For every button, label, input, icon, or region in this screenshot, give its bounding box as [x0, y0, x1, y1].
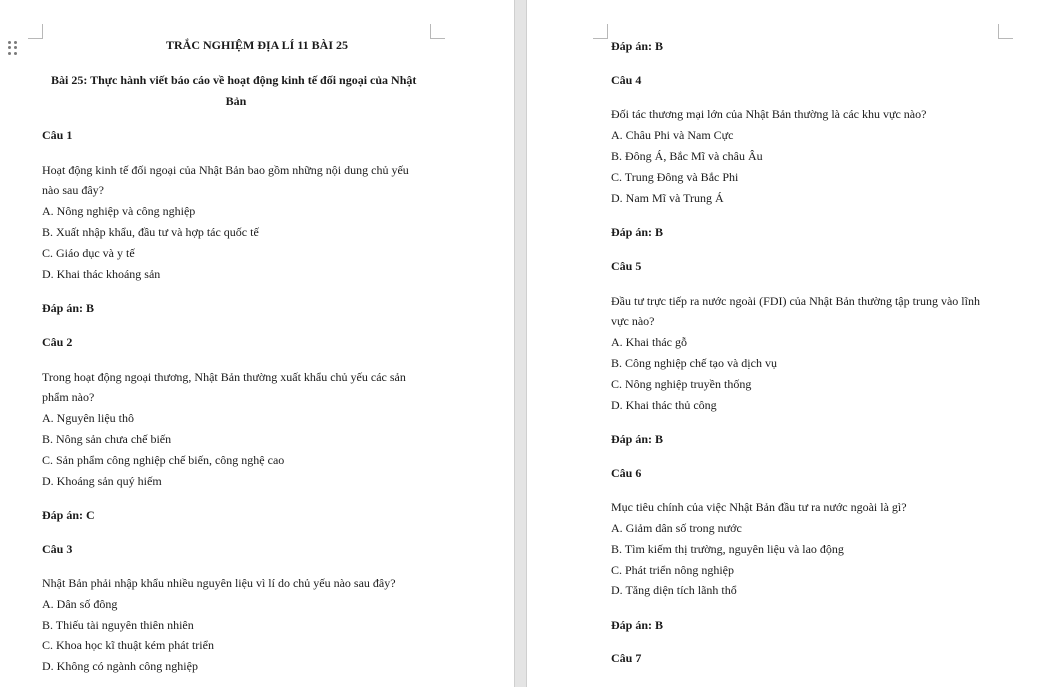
- answer-key: Đáp án: B: [611, 225, 664, 239]
- margin-corner-mark: [28, 24, 43, 39]
- answer-option: A. Dân số đông: [42, 597, 118, 611]
- answer-option: C. Khoa học kĩ thuật kém phát triển: [42, 638, 214, 652]
- answer-option: A. Châu Phi và Nam Cực: [611, 128, 734, 142]
- question-text: Mục tiêu chính của việc Nhật Bản đầu tư ra nước ngoài là gì?: [611, 500, 907, 514]
- question-text: vực nào?: [611, 314, 655, 328]
- question-heading: Câu 7: [611, 651, 642, 665]
- answer-option: C. Sản phẩm công nghiệp chế biến, công nghệ cao: [42, 453, 285, 467]
- answer-option: D. Không có ngành công nghiệp: [42, 659, 198, 673]
- document-page-left[interactable]: [0, 0, 514, 687]
- question-text: Trong hoạt động ngoại thương, Nhật Bản thường xuất khẩu chủ yếu các sản: [42, 370, 406, 384]
- margin-corner-mark: [593, 24, 608, 39]
- answer-option: B. Nông sản chưa chế biến: [42, 432, 172, 446]
- answer-option: B. Tìm kiếm thị trường, nguyên liệu và lao động: [611, 542, 844, 556]
- answer-option: A. Nguyên liệu thô: [42, 411, 134, 425]
- lesson-heading: Bài 25: Thực hành viết báo cáo về hoạt động kinh tế đối ngoại của Nhật: [51, 73, 417, 87]
- question-text: Nhật Bản phải nhập khẩu nhiều nguyên liệu vì lí do chủ yếu nào sau đây?: [42, 576, 396, 590]
- page-gutter: [514, 0, 527, 687]
- answer-option: A. Nông nghiệp và công nghiệp: [42, 204, 196, 218]
- answer-option: B. Công nghiệp chế tạo và dịch vụ: [611, 356, 777, 370]
- answer-option: C. Phát triển nông nghiệp: [611, 563, 734, 577]
- answer-option: D. Khai thác khoáng sản: [42, 267, 161, 281]
- answer-option: A. Giảm dân số trong nước: [611, 521, 742, 535]
- document-page-right[interactable]: [527, 0, 1045, 687]
- question-heading: Câu 6: [611, 466, 642, 480]
- question-heading: Câu 3: [42, 542, 73, 556]
- answer-key: Đáp án: B: [611, 432, 664, 446]
- answer-option: C. Nông nghiệp truyền thống: [611, 377, 752, 391]
- answer-option: D. Khoáng sản quý hiếm: [42, 474, 162, 488]
- answer-option: B. Đông Á, Bắc Mĩ và châu Âu: [611, 149, 763, 163]
- question-heading: Câu 4: [611, 73, 642, 87]
- answer-key: Đáp án: C: [42, 508, 95, 522]
- question-text: Đối tác thương mại lớn của Nhật Bản thường là các khu vực nào?: [611, 107, 927, 121]
- answer-option: D. Khai thác thủ công: [611, 398, 717, 412]
- answer-option: C. Giáo dục và y tế: [42, 246, 135, 260]
- question-heading: Câu 2: [42, 335, 73, 349]
- answer-option: A. Khai thác gỗ: [611, 335, 687, 349]
- document-title: TRẮC NGHIỆM ĐỊA LÍ 11 BÀI 25: [165, 38, 349, 52]
- answer-option: B. Xuất nhập khẩu, đầu tư và hợp tác quốc tế: [42, 225, 259, 239]
- question-text: Hoạt động kinh tế đối ngoại của Nhật Bản bao gồm những nội dung chủ yếu: [42, 163, 409, 177]
- answer-key: Đáp án: B: [611, 618, 664, 632]
- question-text: Đầu tư trực tiếp ra nước ngoài (FDI) của Nhật Bản thường tập trung vào lĩnh: [611, 294, 980, 308]
- question-text: phẩm nào?: [42, 390, 95, 404]
- lesson-heading: Bản: [225, 94, 247, 108]
- question-heading: Câu 1: [42, 128, 73, 142]
- answer-option: D. Nam Mĩ và Trung Á: [611, 191, 724, 205]
- answer-option: B. Thiếu tài nguyên thiên nhiên: [42, 618, 194, 632]
- answer-option: C. Trung Đông và Bắc Phi: [611, 170, 739, 184]
- answer-option: D. Tăng diện tích lãnh thổ: [611, 583, 737, 597]
- answer-key: Đáp án: B: [611, 39, 664, 53]
- question-heading: Câu 5: [611, 259, 642, 273]
- margin-corner-mark: [998, 24, 1013, 39]
- question-text: nào sau đây?: [42, 183, 104, 197]
- answer-key: Đáp án: B: [42, 301, 95, 315]
- margin-corner-mark: [430, 24, 445, 39]
